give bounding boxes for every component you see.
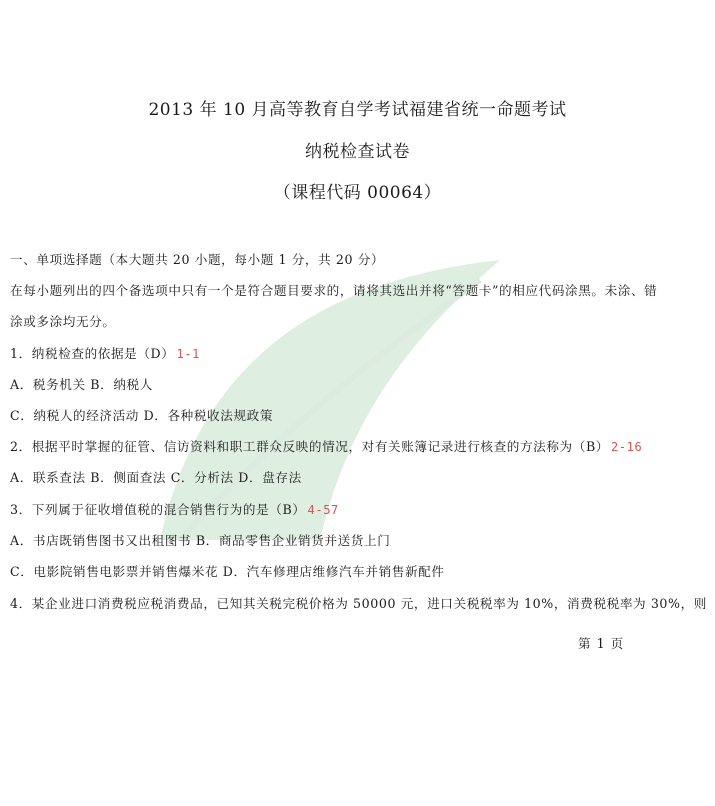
page-number: 第 1 页 — [578, 636, 625, 651]
question-reference: 2-16 — [611, 440, 643, 454]
question-stem-text: 2．根据平时掌握的征管、信访资料和职工群众反映的情况，对有关账簿记录进行核查的方法称为（B） — [10, 439, 609, 454]
exam-title: 2013 年 10 月高等教育自学考试福建省统一命题考试 — [148, 100, 567, 120]
instruction-line-1: 在每小题列出的四个备选项中只有一个是符合题目要求的，请将其选出并将“答题卡”的相应代码涂黑。未涂、错 — [10, 283, 658, 298]
question-3-options-a-b: A．书店既销售图书又出租图书 B．商品零售企业销货并送货上门 — [10, 533, 391, 548]
question-stem-text: 3．下列属于征收增值税的混合销售行为的是（B） — [10, 502, 306, 517]
question-1-options-a-b: A．税务机关 B．纳税人 — [10, 377, 153, 392]
question-1-options-c-d: C．纳税人的经济活动 D．各种税收法规政策 — [10, 408, 274, 423]
course-code: （课程代码 00064） — [273, 183, 442, 203]
question-3-stem — [10, 499, 710, 518]
watermark-leaf-shape — [160, 260, 500, 540]
exam-subtitle: 纳税检查试卷 — [305, 142, 410, 162]
instruction-line-2: 涂或多涂均无分。 — [10, 314, 116, 329]
question-stem-text: 1．纳税检查的依据是（D） — [10, 346, 175, 361]
question-2-stem — [10, 436, 710, 455]
question-reference: 1-1 — [176, 347, 200, 361]
question-1-stem — [10, 343, 710, 362]
question-3-options-c-d: C．电影院销售电影票并销售爆米花 D．汽车修理店维修汽车并销售新配件 — [10, 564, 445, 579]
question-2-options: A．联系查法 B．侧面查法 C．分析法 D．盘存法 — [10, 470, 302, 485]
question-reference: 4-57 — [307, 503, 339, 517]
section-heading: 一、单项选择题（本大题共 20 小题，每小题 1 分，共 20 分） — [10, 252, 385, 267]
question-4-stem: 4．某企业进口消费税应税消费品，已知其关税完税价格为 50000 元，进口关税税率为 10%，消费税税率为 30%，则 — [10, 596, 708, 611]
